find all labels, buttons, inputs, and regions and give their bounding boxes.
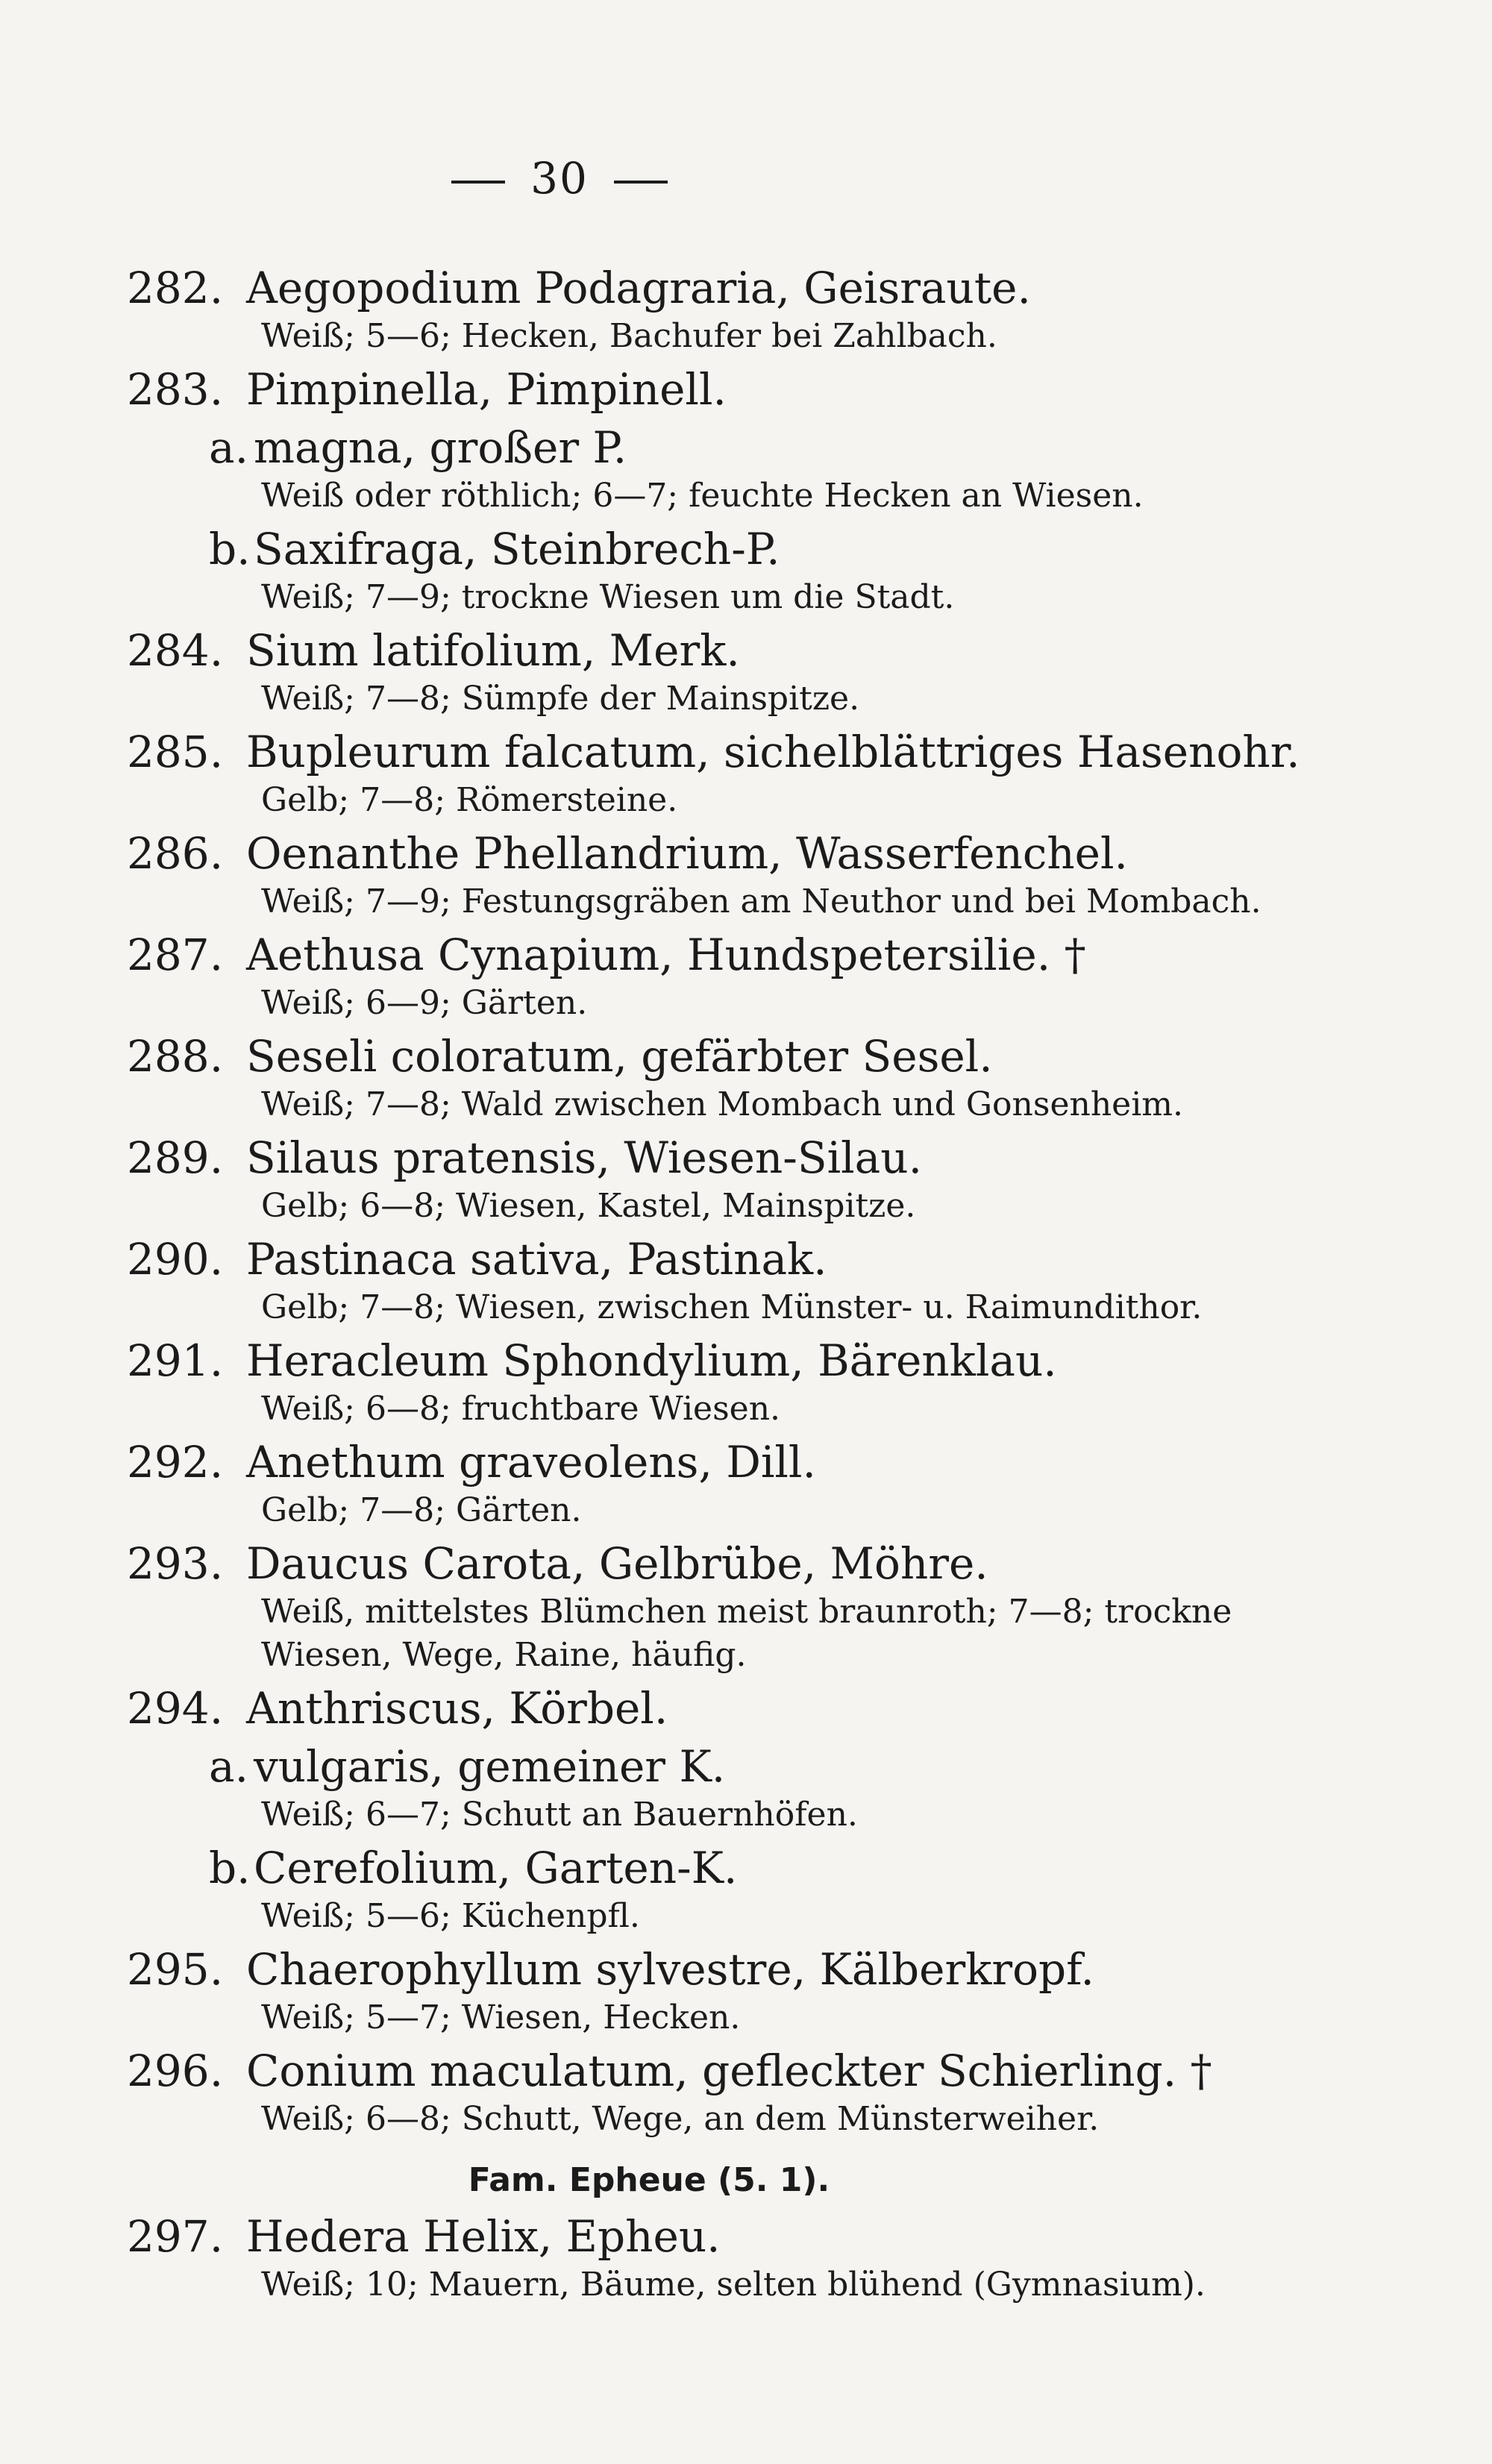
- entry-296: [127, 2044, 1291, 2141]
- sub-letter: b.: [209, 524, 251, 574]
- entry-name: Sium latifolium, Merk.: [246, 625, 740, 676]
- dash-left: [451, 181, 505, 184]
- entry-name: Saxifraga, Steinbrech-P.: [254, 524, 780, 574]
- entry-name: Chaerophyllum sylvestre, Kälberkropf.: [246, 1944, 1094, 1995]
- entry-detail: Weiß; 5—6; Hecken, Bachufer bei Zahlbach.: [261, 317, 997, 355]
- entry-detail: Gelb; 7—8; Römersteine.: [261, 781, 678, 819]
- entry-number: 291.: [127, 1335, 224, 1386]
- entry-number: 296.: [127, 2046, 224, 2096]
- entry-name: Aethusa Cynapium, Hundspetersilie. †: [246, 930, 1086, 980]
- sub-letter: a.: [209, 422, 249, 473]
- entry-name: Oenanthe Phellandrium, Wasserfenchel.: [246, 828, 1128, 879]
- entry-name: Conium maculatum, gefleckter Schierling. †: [246, 2046, 1212, 2096]
- entry-286: [127, 827, 1291, 924]
- entry-name: Pimpinella, Pimpinell.: [246, 364, 727, 415]
- entry-293: [127, 1537, 1291, 1677]
- entry-name: Pastinaca sativa, Pastinak.: [246, 1234, 827, 1285]
- entry-number: 282.: [127, 263, 224, 313]
- entry-289: [127, 1131, 1291, 1228]
- entry-number: 297.: [127, 2211, 224, 2262]
- entry-name: magna, großer P.: [254, 422, 627, 473]
- entry-282: [127, 261, 1291, 358]
- entry-287: [127, 928, 1291, 1025]
- entry-name: Silaus pratensis, Wiesen-Silau.: [246, 1132, 923, 1183]
- entry-name: Aegopodium Podagraria, Geisraute.: [246, 263, 1031, 313]
- entry-detail: Gelb; 6—8; Wiesen, Kastel, Mainspitze.: [261, 1187, 916, 1225]
- entry-285: [127, 725, 1300, 822]
- entry-detail: Weiß; 7—8; Wald zwischen Mombach und Gonsenheim.: [261, 1085, 1183, 1123]
- entry-number: 294.: [127, 1683, 224, 1734]
- entry-name: Cerefolium, Garten-K.: [254, 1843, 738, 1893]
- entry-283b: [127, 522, 1291, 619]
- family-heading: Fam. Epheue (5. 1).: [468, 2161, 830, 2199]
- entry-detail: Weiß; 10; Mauern, Bäume, selten blühend (Gymnasium).: [261, 2266, 1206, 2304]
- dash-right: [614, 181, 668, 184]
- entry-number: 295.: [127, 1944, 224, 1995]
- entry-number: 284.: [127, 625, 224, 676]
- entry-number: 288.: [127, 1031, 224, 1082]
- entry-detail: Weiß; 6—8; Schutt, Wege, an dem Münsterweiher.: [261, 2100, 1100, 2138]
- entry-294a: [127, 1740, 1291, 1837]
- entry-number: 292.: [127, 1437, 224, 1488]
- entry-295: [127, 1943, 1291, 2040]
- entry-number: 285.: [127, 727, 224, 777]
- entry-detail: Weiß; 7—9; Festungsgräben am Neuthor und bei Mombach.: [261, 883, 1261, 921]
- entry-detail: Gelb; 7—8; Wiesen, zwischen Münster- u. Raimundithor.: [261, 1288, 1203, 1326]
- entry-number: 287.: [127, 930, 224, 980]
- entry-detail: Weiß; 6—7; Schutt an Bauernhöfen.: [261, 1796, 858, 1834]
- entry-number: 283.: [127, 364, 224, 415]
- entry-name: Seseli coloratum, gefärbter Sesel.: [246, 1031, 993, 1082]
- entry-detail: Weiß; 5—7; Wiesen, Hecken.: [261, 1999, 741, 2037]
- entry-name: Anthriscus, Körbel.: [246, 1683, 668, 1734]
- entry-number: 286.: [127, 828, 224, 879]
- entry-294b: [127, 1841, 1291, 1938]
- entry-297: [127, 2210, 1291, 2307]
- entry-294: [127, 1681, 1291, 1735]
- entry-detail: Weiß; 6—9; Gärten.: [261, 984, 588, 1022]
- sub-letter: a.: [209, 1741, 249, 1792]
- entry-name: Anethum graveolens, Dill.: [246, 1437, 816, 1488]
- entry-detail: Weiß; 7—8; Sümpfe der Mainspitze.: [261, 680, 860, 718]
- entry-291: [127, 1334, 1291, 1431]
- entry-283a: [127, 421, 1291, 518]
- entry-detail: Gelb; 7—8; Gärten.: [261, 1491, 582, 1529]
- entry-name: Daucus Carota, Gelbrübe, Möhre.: [246, 1538, 988, 1589]
- entry-283: [127, 363, 1291, 416]
- entry-detail: Weiß oder röthlich; 6—7; feuchte Hecken an Wiesen.: [261, 477, 1144, 515]
- entry-detail: Weiß; 5—6; Küchenpfl.: [261, 1897, 640, 1935]
- entry-detail: Weiß; 6—8; fruchtbare Wiesen.: [261, 1390, 781, 1428]
- entry-number: 289.: [127, 1132, 224, 1183]
- entry-number: 290.: [127, 1234, 224, 1285]
- entry-number: 293.: [127, 1538, 224, 1589]
- species-list: [127, 261, 1300, 2311]
- page-number: 30: [0, 153, 1119, 204]
- entry-name: vulgaris, gemeiner K.: [254, 1741, 726, 1792]
- entry-name: Heracleum Sphondylium, Bärenklau.: [246, 1335, 1057, 1386]
- entry-name: Hedera Helix, Epheu.: [246, 2211, 721, 2262]
- entry-284: [127, 624, 1291, 721]
- sub-letter: b.: [209, 1843, 251, 1893]
- entry-288: [127, 1029, 1291, 1126]
- entry-292: [127, 1435, 1291, 1532]
- entry-detail: Weiß; 7—9; trockne Wiesen um die Stadt.: [261, 578, 955, 616]
- entry-290: [127, 1232, 1291, 1329]
- entry-detail: Weiß, mittelstes Blümchen meist braunroth; 7—8; trockne Wiesen, Wege, Raine, häufig.: [261, 1593, 1232, 1674]
- entry-name: Bupleurum falcatum, sichelblättriges Hasenohr.: [246, 727, 1300, 777]
